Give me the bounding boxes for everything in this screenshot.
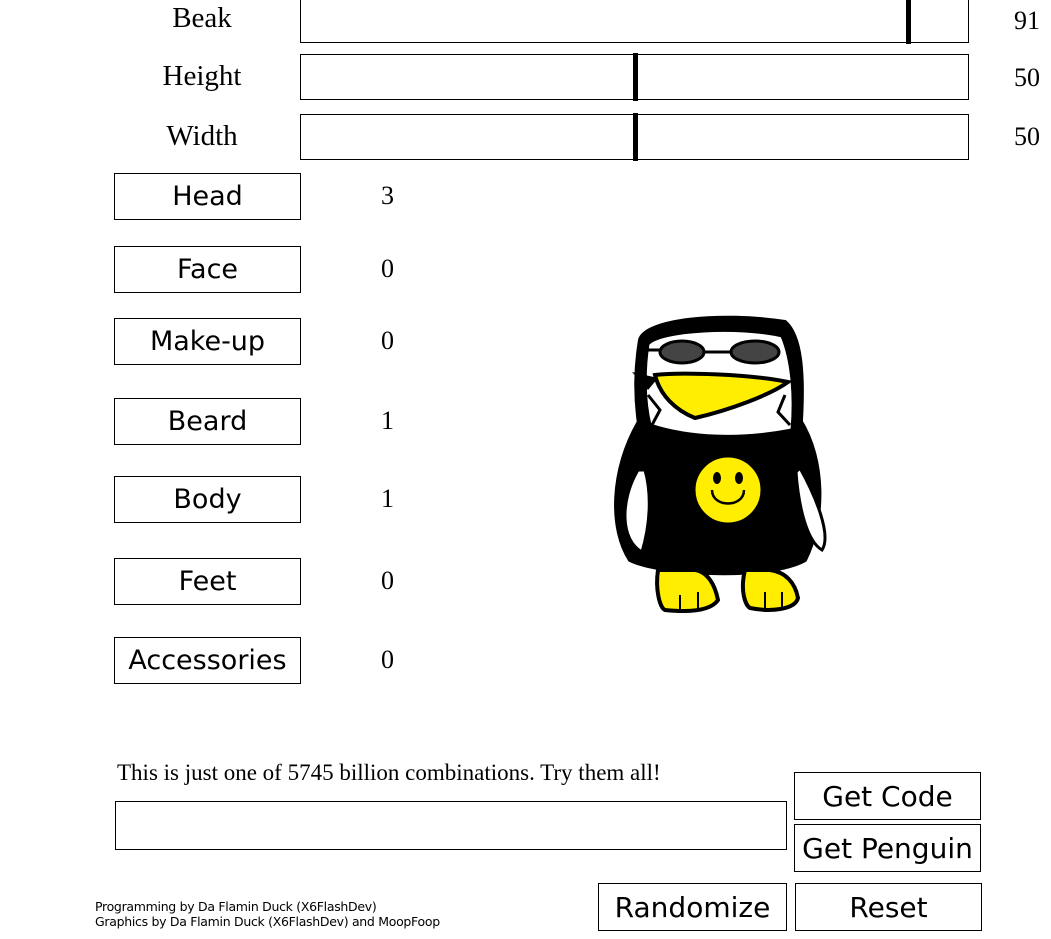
reset-button[interactable]: Reset bbox=[795, 883, 982, 931]
body-value: 1 bbox=[381, 484, 394, 513]
width-label: Width bbox=[166, 120, 238, 152]
feet-value: 0 bbox=[381, 566, 394, 595]
get-code-button[interactable]: Get Code bbox=[794, 772, 981, 820]
face-button[interactable]: Face bbox=[114, 246, 301, 293]
beard-value: 1 bbox=[381, 406, 394, 435]
glasses-right-lens bbox=[731, 341, 779, 363]
credits bbox=[95, 899, 440, 929]
height-value: 50 bbox=[1014, 63, 1040, 92]
code-input[interactable] bbox=[115, 801, 787, 850]
smiley-left-eye bbox=[713, 472, 721, 484]
height-slider[interactable] bbox=[300, 54, 969, 100]
beard-button[interactable]: Beard bbox=[114, 398, 301, 445]
smiley-right-eye bbox=[735, 472, 743, 484]
get-penguin-button[interactable]: Get Penguin bbox=[794, 824, 981, 872]
credits-programming: Programming by Da Flamin Duck (X6FlashDev) bbox=[95, 899, 377, 914]
height-label: Height bbox=[162, 60, 242, 92]
head-value: 3 bbox=[381, 181, 394, 210]
width-slider[interactable] bbox=[300, 114, 969, 160]
beak-label: Beak bbox=[172, 2, 232, 34]
beak-slider-thumb[interactable] bbox=[906, 0, 911, 44]
makeup-button[interactable]: Make-up bbox=[114, 318, 301, 365]
feet-button[interactable]: Feet bbox=[114, 558, 301, 605]
randomize-button[interactable]: Randomize bbox=[598, 883, 787, 931]
height-slider-thumb[interactable] bbox=[633, 53, 638, 101]
beak-slider[interactable] bbox=[300, 0, 969, 43]
beak-value: 91 bbox=[1014, 6, 1040, 35]
face-value: 0 bbox=[381, 254, 394, 283]
accessories-value: 0 bbox=[381, 645, 394, 674]
glasses-left-lens bbox=[660, 341, 704, 363]
accessories-button[interactable]: Accessories bbox=[114, 637, 301, 684]
penguin-right-foot bbox=[743, 570, 798, 610]
combinations-message: This is just one of 5745 billion combinations. Try them all! bbox=[117, 760, 661, 785]
width-slider-thumb[interactable] bbox=[633, 113, 638, 161]
body-button[interactable]: Body bbox=[114, 476, 301, 523]
makeup-value: 0 bbox=[381, 326, 394, 355]
head-button[interactable]: Head bbox=[114, 173, 301, 220]
width-value: 50 bbox=[1014, 122, 1040, 151]
smiley-badge bbox=[694, 456, 762, 524]
penguin-preview bbox=[600, 300, 860, 620]
penguin-left-foot bbox=[657, 570, 718, 611]
credits-graphics: Graphics by Da Flamin Duck (X6FlashDev) and MoopFoop bbox=[95, 914, 440, 929]
